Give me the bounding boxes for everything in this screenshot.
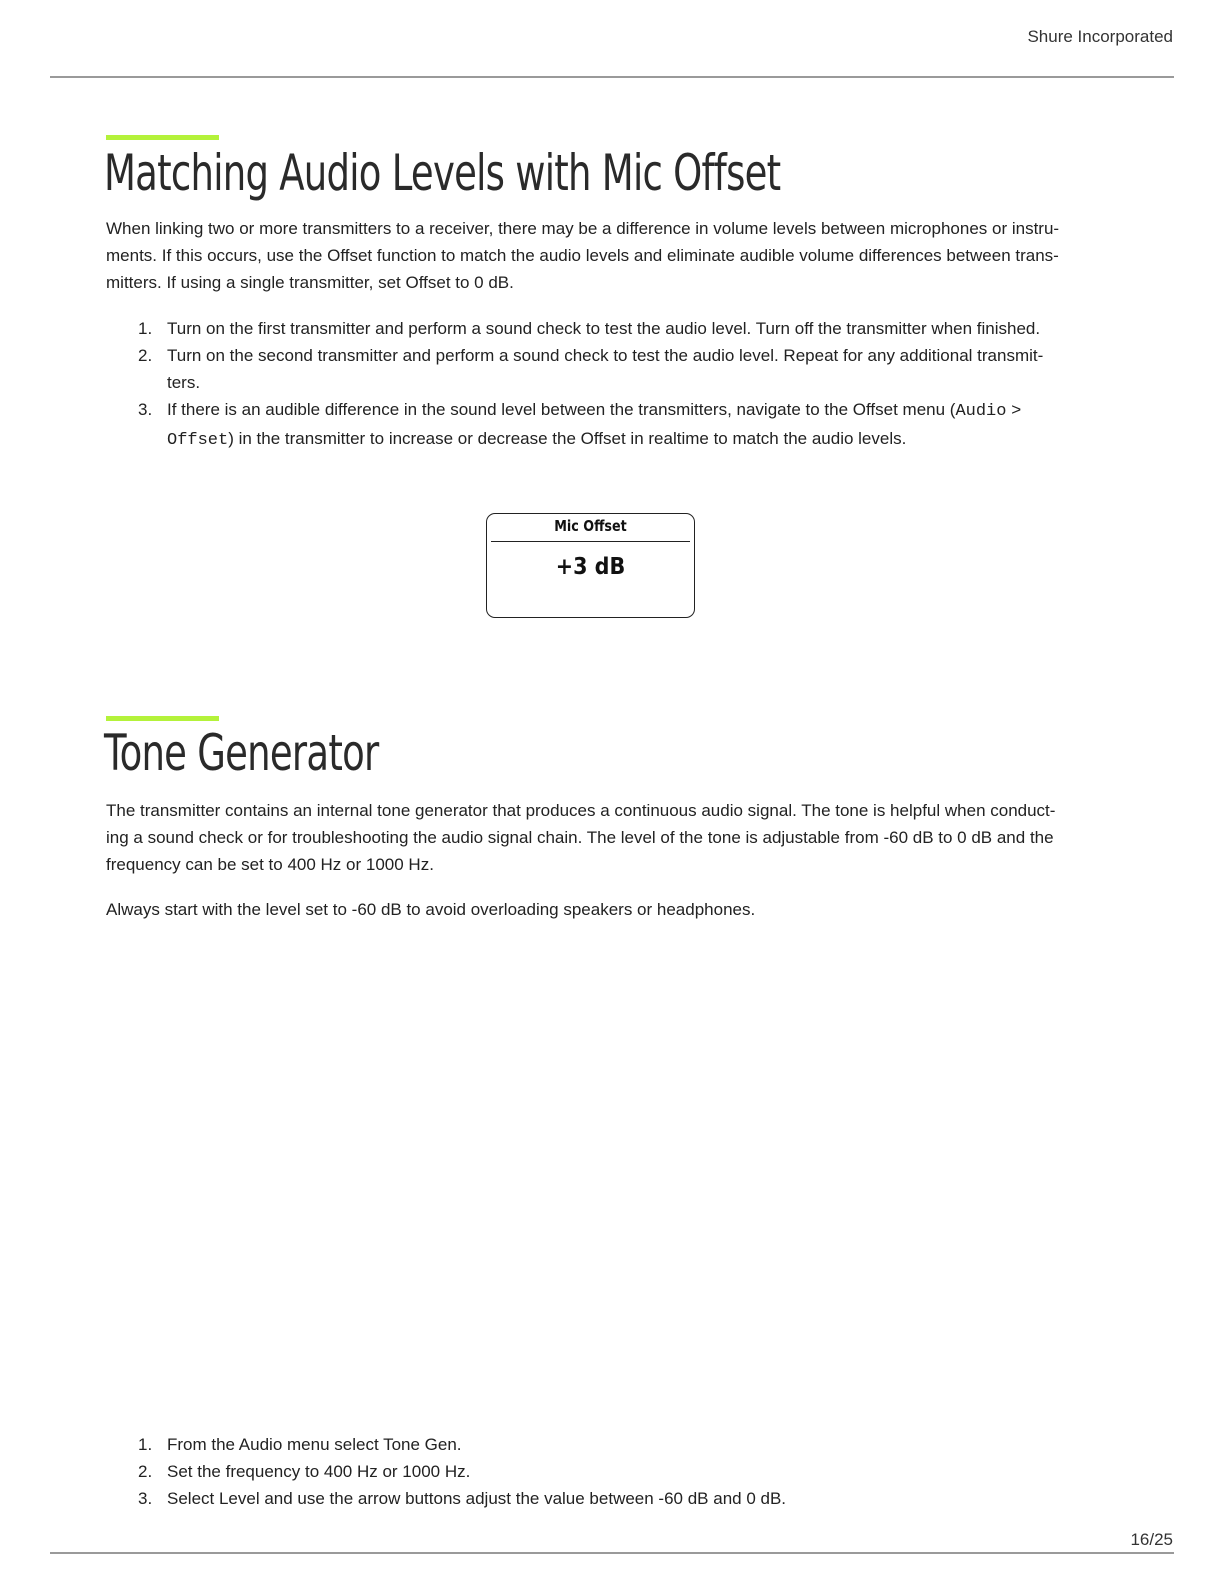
- mic-offset-display: [486, 513, 695, 618]
- step-number: 1.: [138, 319, 153, 338]
- header-company: Shure Incorporated: [1027, 27, 1173, 46]
- step-number: 2.: [138, 346, 153, 365]
- step-text: ters.: [167, 373, 201, 392]
- display-divider: [491, 541, 690, 542]
- list-item: [106, 342, 1106, 396]
- section-title-mic-offset: Matching Audio Levels with Mic Offset: [104, 144, 781, 202]
- list-item: [106, 1431, 1106, 1458]
- menu-path-offset: Offset: [167, 431, 229, 450]
- step-number: 3.: [138, 400, 153, 419]
- intro-line: ing a sound check or for troubleshooting the audio signal chain. The level of the tone is adjustable from -60 dB to 0 dB and the: [106, 828, 1054, 847]
- step-number: 1.: [138, 1435, 153, 1454]
- menu-path-separator: >: [1006, 400, 1022, 419]
- step-number: 2.: [138, 1462, 153, 1481]
- list-item: [106, 315, 1106, 342]
- step-text: Turn on the second transmitter and perform a sound check to test the audio level. Repeat for any additional transmit-: [167, 346, 1044, 365]
- intro-line: frequency can be set to 400 Hz or 1000 Hz.: [106, 855, 434, 874]
- step-text: From the Audio menu select Tone Gen.: [167, 1435, 462, 1454]
- list-item: [106, 1458, 1106, 1485]
- mic-offset-steps: [106, 315, 1106, 454]
- step-text: If there is an audible difference in the sound level between the transmitters, navigate to the Offset menu (: [167, 400, 956, 419]
- intro-line: mitters. If using a single transmitter, set Offset to 0 dB.: [106, 273, 514, 292]
- intro-line: ments. If this occurs, use the Offset function to match the audio levels and eliminate audible volume differences between trans-: [106, 246, 1059, 265]
- tone-generator-steps: [106, 1431, 1106, 1512]
- step-number: 3.: [138, 1489, 153, 1508]
- tone-generator-intro: [106, 797, 1116, 878]
- step-text: ) in the transmitter to increase or decrease the Offset in realtime to match the audio levels.: [228, 429, 907, 448]
- footer-rule: [50, 1552, 1174, 1554]
- step-text: Turn on the first transmitter and perform a sound check to test the audio level. Turn off the transmitter when finished.: [167, 319, 1041, 338]
- menu-path-audio: Audio: [955, 402, 1007, 421]
- display-title: Mic Offset: [554, 517, 627, 535]
- mic-offset-intro: [106, 215, 1116, 296]
- tone-generator-note: Always start with the level set to -60 dB to avoid overloading speakers or headphones.: [106, 900, 756, 919]
- header-rule: [50, 76, 1174, 78]
- intro-line: When linking two or more transmitters to a receiver, there may be a difference in volume levels between microphones or instru-: [106, 219, 1060, 238]
- section-accent-bar: [106, 135, 219, 140]
- section-title-tone-generator: Tone Generator: [104, 724, 379, 782]
- list-item: [106, 396, 1106, 454]
- section-accent-bar: [106, 716, 219, 721]
- step-text: Select Level and use the arrow buttons adjust the value between -60 dB and 0 dB.: [167, 1489, 787, 1508]
- intro-line: The transmitter contains an internal tone generator that produces a continuous audio signal. The tone is helpful when conduct-: [106, 801, 1056, 820]
- step-text: Set the frequency to 400 Hz or 1000 Hz.: [167, 1462, 471, 1481]
- display-value: +3 dB: [555, 554, 626, 580]
- page-number: 16/25: [1130, 1530, 1173, 1549]
- list-item: [106, 1485, 1106, 1512]
